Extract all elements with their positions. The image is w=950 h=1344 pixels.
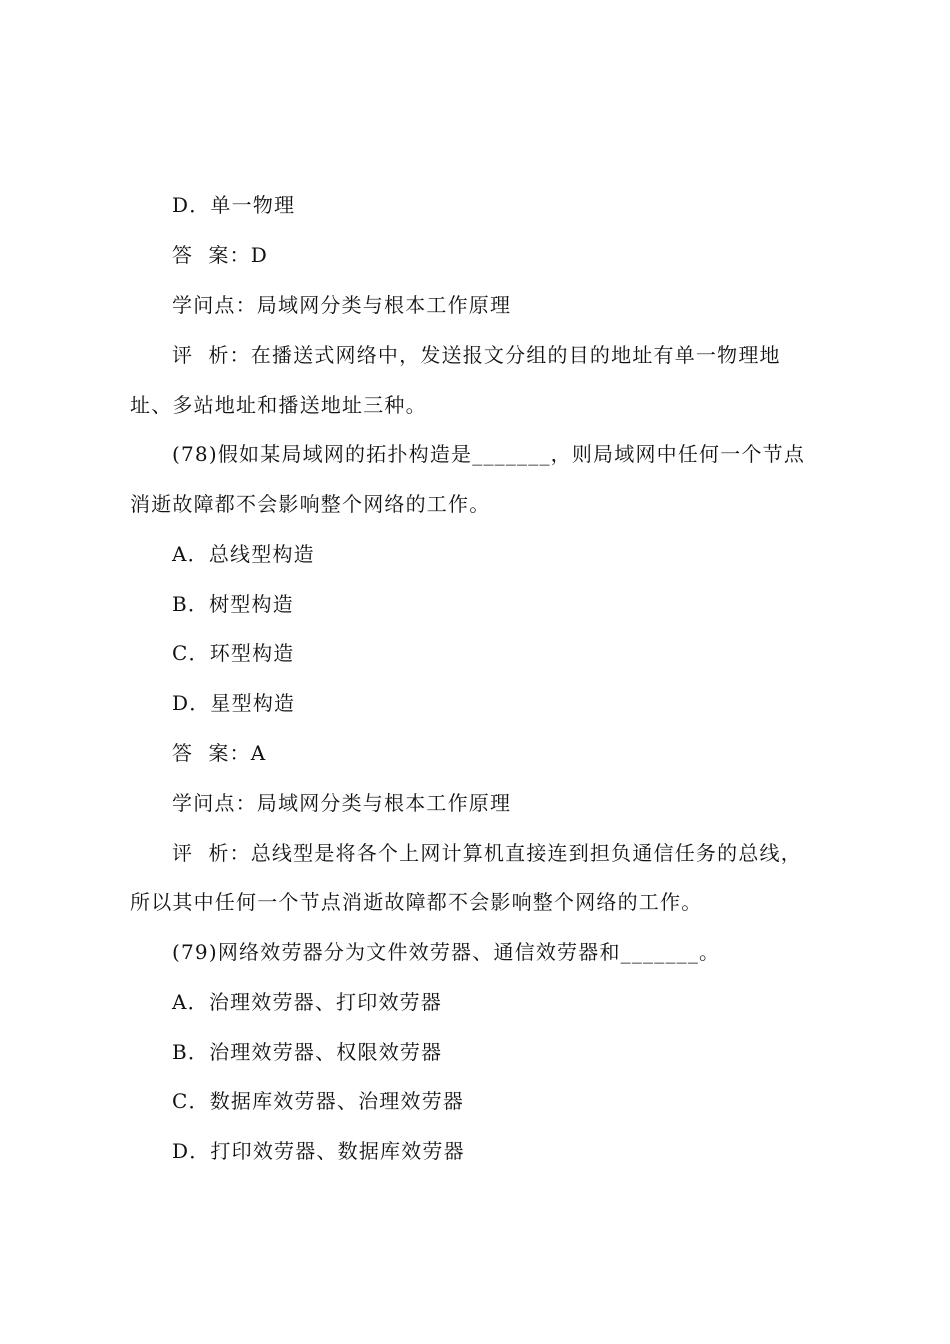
q78-analysis-line1: 评 析：总线型是将各个上网计算机直接连到担负通信任务的总线， [172, 841, 802, 865]
q79-option-c: C．数据库效劳器、治理效劳器 [172, 1089, 465, 1113]
q78-question-line1: (78)假如某局域网的拓扑构造是_______，则局域网中任何一个节点 [172, 442, 806, 466]
q79-option-d: D．打印效劳器、数据库效劳器 [172, 1139, 465, 1163]
q78-option-a: A．总线型构造 [172, 542, 315, 566]
q78-option-b: B．树型构造 [172, 592, 294, 616]
q77-analysis-line2: 址、多站地址和播送地址三种。 [130, 393, 427, 417]
q78-question-line2: 消逝故障都不会影响整个网络的工作。 [130, 492, 491, 516]
q78-knowledge-point: 学问点：局域网分类与根本工作原理 [172, 791, 512, 815]
q78-answer: 答 案：A [172, 741, 267, 765]
q79-question: (79)网络效劳器分为文件效劳器、通信效劳器和_______。 [172, 940, 721, 964]
q77-option-d: D．单一物理 [172, 193, 296, 217]
q78-option-c: C．环型构造 [172, 641, 295, 665]
q79-option-b: B．治理效劳器、权限效劳器 [172, 1040, 443, 1064]
q77-answer: 答 案：D [172, 243, 268, 267]
q77-analysis-line1: 评 析：在播送式网络中，发送报文分组的目的地址有单一物理地 [172, 343, 781, 367]
q78-option-d: D．星型构造 [172, 691, 296, 715]
q79-option-a: A．治理效劳器、打印效劳器 [172, 990, 443, 1014]
q78-analysis-line2: 所以其中任何一个节点消逝故障都不会影响整个网络的工作。 [130, 890, 703, 914]
q77-knowledge-point: 学问点：局域网分类与根本工作原理 [172, 293, 512, 317]
